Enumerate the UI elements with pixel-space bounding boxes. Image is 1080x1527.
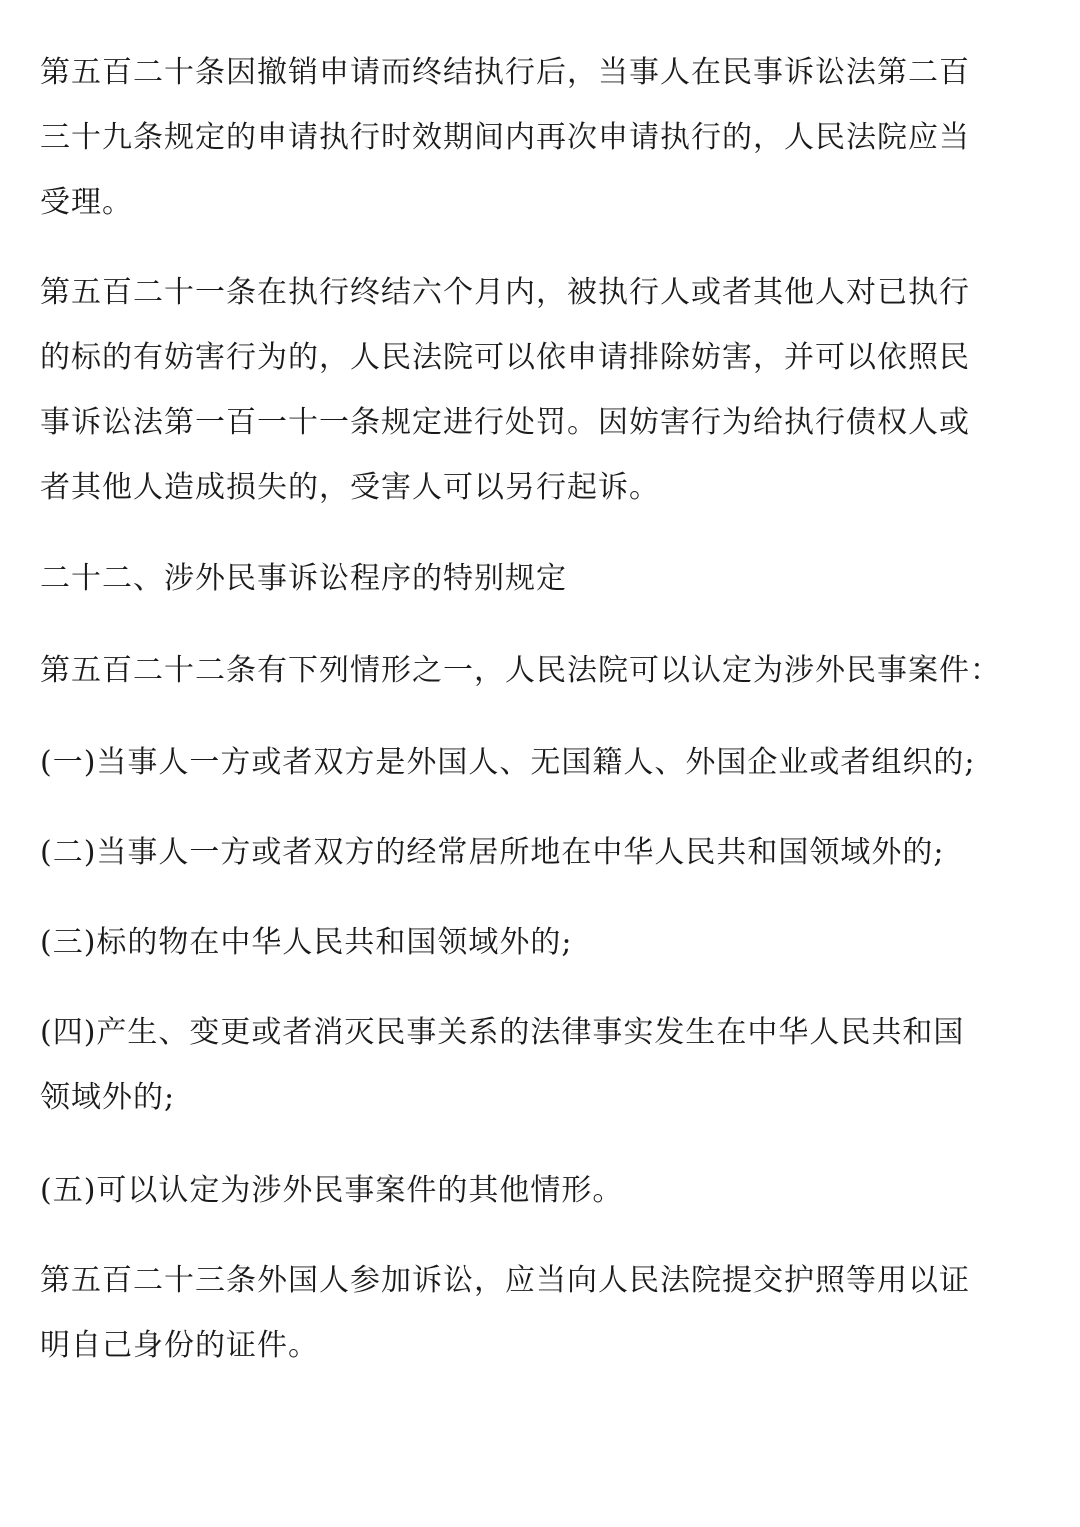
- text-line: (一)当事人一方或者双方是外国人、无国籍人、外国企业或者组织的;: [40, 745, 976, 780]
- text-line: (五)可以认定为涉外民事案件的其他情形。: [40, 1173, 624, 1208]
- text-line: 第五百二十三条外国人参加诉讼，应当向人民法院提交护照等用以证: [40, 1263, 970, 1298]
- article-521-paragraph: [40, 260, 1060, 520]
- article-520-paragraph: [40, 40, 1060, 235]
- text-line: (三)标的物在中华人民共和国领域外的;: [40, 925, 573, 960]
- text-line: 事诉讼法第一百一十一条规定进行处罚。因妨害行为给执行债权人或: [40, 405, 970, 440]
- text-line: 者其他人造成损失的，受害人可以另行起诉。: [40, 470, 660, 505]
- article-523-paragraph: [40, 1248, 1060, 1378]
- text-line: 第五百二十条因撤销申请而终结执行后，当事人在民事诉讼法第二百: [40, 55, 970, 90]
- text-line: 第五百二十一条在执行终结六个月内，被执行人或者其他人对已执行: [40, 275, 970, 310]
- section-22-heading: [40, 546, 1060, 611]
- text-line: 第五百二十二条有下列情形之一，人民法院可以认定为涉外民事案件：: [40, 653, 1001, 688]
- text-line: (四)产生、变更或者消灭民事关系的法律事实发生在中华人民共和国: [40, 1015, 965, 1050]
- list-item-1: [40, 730, 1060, 795]
- text-line: 二十二、涉外民事诉讼程序的特别规定: [40, 561, 567, 596]
- list-item-3: [40, 910, 1060, 975]
- text-line: 受理。: [40, 185, 133, 220]
- text-line: 三十九条规定的申请执行时效期间内再次申请执行的，人民法院应当: [40, 120, 970, 155]
- list-item-2: [40, 820, 1060, 885]
- text-line: 的标的有妨害行为的，人民法院可以依申请排除妨害，并可以依照民: [40, 340, 970, 375]
- list-item-5: [40, 1158, 1060, 1223]
- text-line: 明自己身份的证件。: [40, 1328, 319, 1363]
- text-line: (二)当事人一方或者双方的经常居所地在中华人民共和国领域外的;: [40, 835, 945, 870]
- text-line: 领域外的;: [40, 1080, 176, 1115]
- list-item-4: [40, 1000, 1060, 1130]
- article-522-paragraph: [40, 638, 1060, 703]
